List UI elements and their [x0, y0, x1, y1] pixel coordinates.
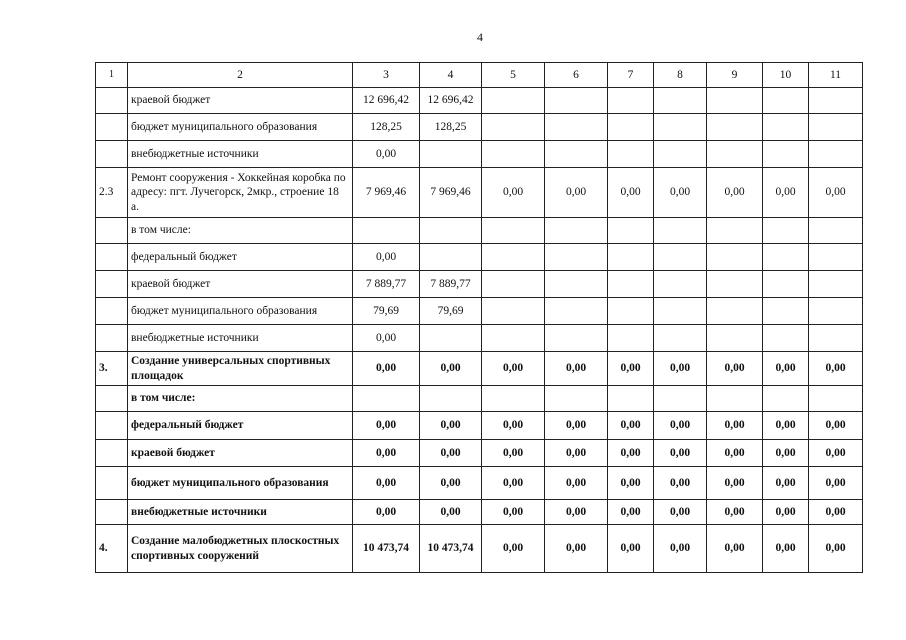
amount-cell: 0,00: [809, 500, 863, 525]
amount-cell: 0,00: [482, 168, 545, 218]
table-row: [96, 298, 863, 325]
amount-cell: [763, 88, 809, 114]
amount-cell: 0,00: [707, 500, 763, 525]
amount-cell: 0,00: [482, 412, 545, 440]
column-header: 11: [809, 63, 863, 88]
amount-cell: [763, 298, 809, 325]
amount-cell: 0,00: [482, 352, 545, 386]
amount-cell: 0,00: [809, 525, 863, 573]
table-row: [96, 271, 863, 298]
amount-cell: 0,00: [707, 525, 763, 573]
row-index: [96, 325, 128, 352]
amount-cell: 12 696,42: [353, 88, 420, 114]
amount-cell: 12 696,42: [420, 88, 482, 114]
amount-cell: 7 889,77: [353, 271, 420, 298]
amount-cell: [809, 88, 863, 114]
amount-cell: 0,00: [763, 168, 809, 218]
amount-cell: [545, 271, 608, 298]
amount-cell: [654, 298, 707, 325]
table-row: [96, 88, 863, 114]
row-label: Ремонт сооружения - Хоккейная коробка по адресу: пгт. Лучегорск, 2мкр., строение 18 а.: [128, 168, 353, 218]
column-header: 3: [353, 63, 420, 88]
amount-cell: [654, 114, 707, 141]
table-row: [96, 467, 863, 500]
amount-cell: [353, 218, 420, 244]
table-row: [96, 440, 863, 467]
row-label: бюджет муниципального образования: [128, 467, 353, 500]
amount-cell: [763, 141, 809, 168]
amount-cell: [420, 386, 482, 412]
amount-cell: [545, 141, 608, 168]
amount-cell: 128,25: [420, 114, 482, 141]
amount-cell: 0,00: [608, 467, 654, 500]
amount-cell: 79,69: [420, 298, 482, 325]
amount-cell: 0,00: [707, 440, 763, 467]
table-row: [96, 386, 863, 412]
amount-cell: [608, 325, 654, 352]
table-row: [96, 168, 863, 218]
amount-cell: 0,00: [420, 440, 482, 467]
table-row: [96, 218, 863, 244]
amount-cell: 0,00: [809, 352, 863, 386]
amount-cell: 0,00: [545, 525, 608, 573]
amount-cell: 0,00: [545, 500, 608, 525]
amount-cell: 0,00: [654, 352, 707, 386]
amount-cell: 0,00: [763, 412, 809, 440]
amount-cell: [608, 218, 654, 244]
row-index: [96, 467, 128, 500]
amount-cell: 0,00: [353, 141, 420, 168]
amount-cell: [545, 114, 608, 141]
amount-cell: [545, 218, 608, 244]
amount-cell: [545, 325, 608, 352]
amount-cell: [608, 298, 654, 325]
column-header: 7: [608, 63, 654, 88]
table-row: [96, 525, 863, 573]
row-index: [96, 114, 128, 141]
amount-cell: 0,00: [608, 440, 654, 467]
amount-cell: 0,00: [763, 467, 809, 500]
amount-cell: [809, 298, 863, 325]
amount-cell: [763, 325, 809, 352]
table-row: [96, 412, 863, 440]
amount-cell: [707, 244, 763, 271]
row-index: [96, 298, 128, 325]
column-header: 6: [545, 63, 608, 88]
amount-cell: 0,00: [420, 467, 482, 500]
amount-cell: [545, 386, 608, 412]
row-index: [96, 218, 128, 244]
amount-cell: 0,00: [608, 352, 654, 386]
amount-cell: 0,00: [420, 412, 482, 440]
row-label: Создание универсальных спортивных площадок: [128, 352, 353, 386]
column-header: 1: [96, 63, 128, 88]
row-index: [96, 440, 128, 467]
column-header: 10: [763, 63, 809, 88]
amount-cell: 0,00: [545, 467, 608, 500]
row-index: [96, 271, 128, 298]
row-label: бюджет муниципального образования: [128, 298, 353, 325]
row-label: краевой бюджет: [128, 88, 353, 114]
row-label: федеральный бюджет: [128, 412, 353, 440]
row-label: краевой бюджет: [128, 271, 353, 298]
table-row: [96, 141, 863, 168]
amount-cell: [482, 88, 545, 114]
amount-cell: [482, 244, 545, 271]
amount-cell: [809, 141, 863, 168]
row-label: Создание малобюджетных плоскостных спортивных сооружений: [128, 525, 353, 573]
amount-cell: [482, 271, 545, 298]
amount-cell: [353, 386, 420, 412]
amount-cell: 0,00: [608, 500, 654, 525]
amount-cell: 0,00: [353, 244, 420, 271]
table-body: [96, 88, 863, 573]
amount-cell: 0,00: [420, 500, 482, 525]
amount-cell: [482, 298, 545, 325]
table-row: [96, 325, 863, 352]
amount-cell: 0,00: [353, 467, 420, 500]
amount-cell: [654, 244, 707, 271]
row-label: внебюджетные источники: [128, 141, 353, 168]
row-index: 4.: [96, 525, 128, 573]
amount-cell: 0,00: [809, 467, 863, 500]
amount-cell: 0,00: [608, 412, 654, 440]
amount-cell: [763, 271, 809, 298]
amount-cell: 0,00: [654, 525, 707, 573]
amount-cell: [608, 88, 654, 114]
column-header: 2: [128, 63, 353, 88]
amount-cell: 0,00: [353, 352, 420, 386]
amount-cell: [420, 218, 482, 244]
amount-cell: [608, 271, 654, 298]
amount-cell: [809, 386, 863, 412]
amount-cell: 0,00: [545, 168, 608, 218]
column-header: 5: [482, 63, 545, 88]
row-label: бюджет муниципального образования: [128, 114, 353, 141]
row-index: [96, 386, 128, 412]
amount-cell: [482, 141, 545, 168]
amount-cell: 0,00: [545, 440, 608, 467]
amount-cell: 0,00: [353, 325, 420, 352]
amount-cell: 0,00: [608, 525, 654, 573]
amount-cell: [707, 114, 763, 141]
row-index: [96, 88, 128, 114]
amount-cell: [545, 244, 608, 271]
amount-cell: 0,00: [482, 525, 545, 573]
amount-cell: [420, 325, 482, 352]
amount-cell: 7 969,46: [420, 168, 482, 218]
amount-cell: [809, 325, 863, 352]
column-header: 8: [654, 63, 707, 88]
row-index: [96, 141, 128, 168]
amount-cell: [654, 141, 707, 168]
amount-cell: [809, 114, 863, 141]
amount-cell: 0,00: [809, 168, 863, 218]
amount-cell: 7 889,77: [420, 271, 482, 298]
amount-cell: [707, 218, 763, 244]
amount-cell: [707, 386, 763, 412]
amount-cell: [707, 298, 763, 325]
amount-cell: 0,00: [654, 440, 707, 467]
amount-cell: [763, 386, 809, 412]
amount-cell: [763, 114, 809, 141]
row-index: [96, 412, 128, 440]
amount-cell: [654, 88, 707, 114]
page-number: 4: [477, 30, 483, 44]
amount-cell: 7 969,46: [353, 168, 420, 218]
amount-cell: 0,00: [353, 440, 420, 467]
amount-cell: 0,00: [608, 168, 654, 218]
amount-cell: [809, 271, 863, 298]
amount-cell: 0,00: [353, 500, 420, 525]
amount-cell: [545, 298, 608, 325]
amount-cell: [654, 271, 707, 298]
amount-cell: 10 473,74: [420, 525, 482, 573]
amount-cell: [707, 325, 763, 352]
amount-cell: [809, 244, 863, 271]
row-index: [96, 500, 128, 525]
amount-cell: 0,00: [707, 352, 763, 386]
amount-cell: 0,00: [654, 412, 707, 440]
amount-cell: 0,00: [482, 467, 545, 500]
row-label: внебюджетные источники: [128, 500, 353, 525]
amount-cell: [608, 244, 654, 271]
amount-cell: 0,00: [707, 412, 763, 440]
amount-cell: [707, 88, 763, 114]
amount-cell: 0,00: [707, 467, 763, 500]
amount-cell: 128,25: [353, 114, 420, 141]
amount-cell: 0,00: [763, 352, 809, 386]
amount-cell: [482, 386, 545, 412]
amount-cell: 0,00: [545, 412, 608, 440]
table-row: [96, 244, 863, 271]
row-index: 2.3: [96, 168, 128, 218]
amount-cell: 10 473,74: [353, 525, 420, 573]
budget-table: [95, 62, 863, 573]
amount-cell: 0,00: [763, 440, 809, 467]
amount-cell: 0,00: [482, 440, 545, 467]
amount-cell: 79,69: [353, 298, 420, 325]
amount-cell: [654, 325, 707, 352]
amount-cell: [809, 218, 863, 244]
table-row: [96, 352, 863, 386]
amount-cell: [654, 218, 707, 244]
amount-cell: [707, 271, 763, 298]
amount-cell: 0,00: [809, 412, 863, 440]
amount-cell: 0,00: [654, 467, 707, 500]
amount-cell: [420, 141, 482, 168]
amount-cell: [763, 244, 809, 271]
amount-cell: 0,00: [654, 500, 707, 525]
amount-cell: [608, 114, 654, 141]
amount-cell: [482, 325, 545, 352]
row-label: федеральный бюджет: [128, 244, 353, 271]
table-row: [96, 114, 863, 141]
amount-cell: [420, 244, 482, 271]
amount-cell: 0,00: [353, 412, 420, 440]
amount-cell: [545, 88, 608, 114]
amount-cell: [482, 218, 545, 244]
column-header: 4: [420, 63, 482, 88]
row-label: в том числе:: [128, 386, 353, 412]
amount-cell: [654, 386, 707, 412]
column-numbers-row: [96, 63, 863, 88]
amount-cell: [482, 114, 545, 141]
amount-cell: 0,00: [654, 168, 707, 218]
row-label: краевой бюджет: [128, 440, 353, 467]
row-index: [96, 244, 128, 271]
amount-cell: 0,00: [763, 525, 809, 573]
amount-cell: [608, 141, 654, 168]
amount-cell: 0,00: [809, 440, 863, 467]
amount-cell: 0,00: [707, 168, 763, 218]
amount-cell: [763, 218, 809, 244]
amount-cell: 0,00: [420, 352, 482, 386]
column-header: 9: [707, 63, 763, 88]
amount-cell: [608, 386, 654, 412]
amount-cell: [707, 141, 763, 168]
row-label: внебюджетные источники: [128, 325, 353, 352]
row-label: в том числе:: [128, 218, 353, 244]
table-row: [96, 500, 863, 525]
amount-cell: 0,00: [482, 500, 545, 525]
amount-cell: 0,00: [763, 500, 809, 525]
amount-cell: 0,00: [545, 352, 608, 386]
row-index: 3.: [96, 352, 128, 386]
